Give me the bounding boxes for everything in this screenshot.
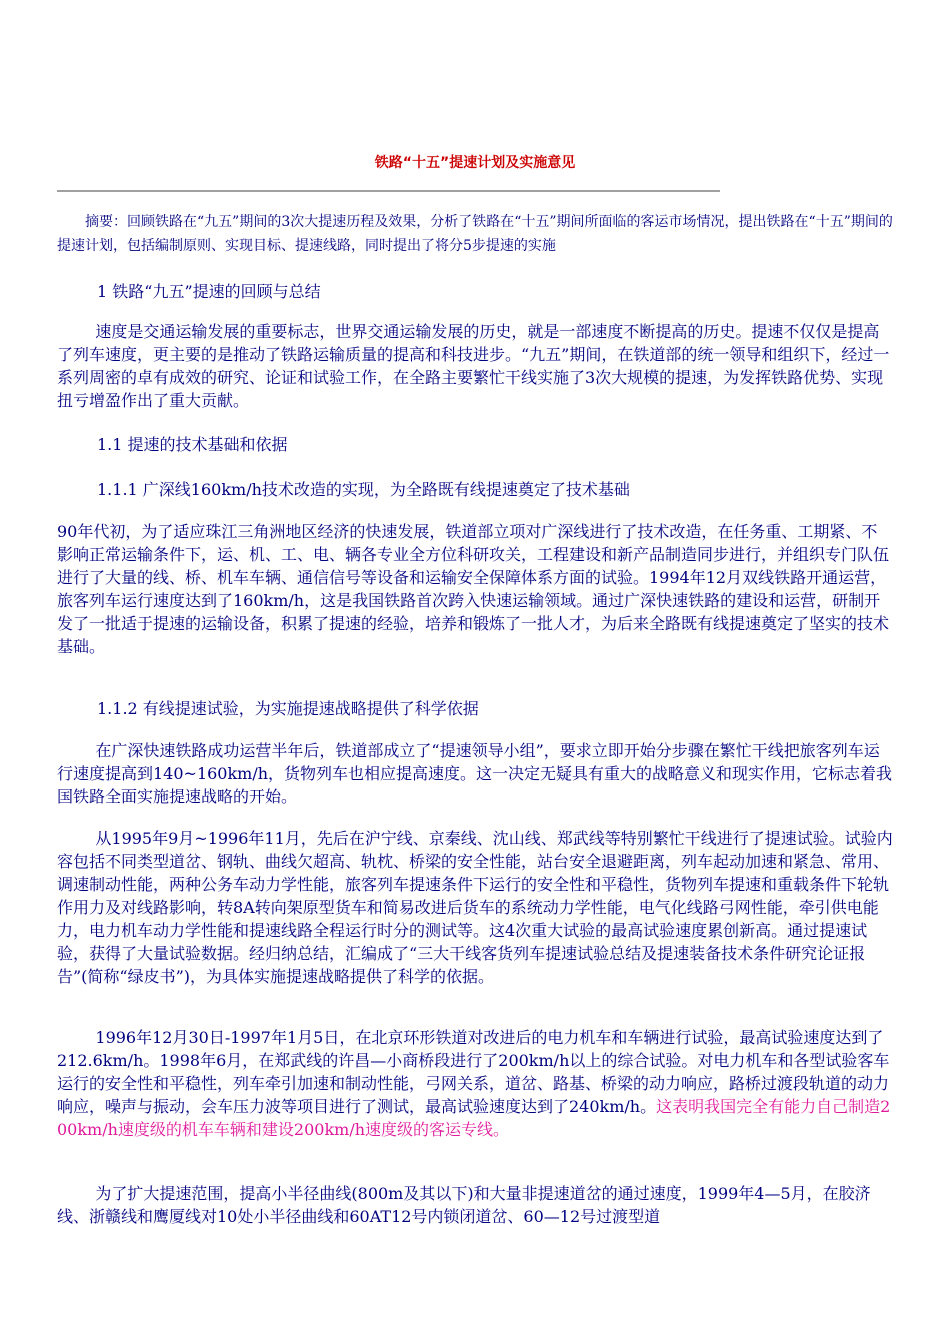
section-heading-1: 1 铁路“九五”提速的回顾与总结 <box>97 282 321 301</box>
section-heading-1-1-2: 1.1.2 有线提速试验，为实施提速战略提供了科学依据 <box>97 699 479 718</box>
paragraph-5-text: 1996年12月30日-1997年1月5日，在北京环形铁道对改进后的电力机车和车辆进行试验，最高试验速度达到了212.6km/h。1998年6月，在郑武线的许昌—小商桥段进行了200km/h以上的综合试验。对电力机车和各型试验客车运行的安全性和平稳性，列车牵引加速和制动性能，弓网关系，道岔、路基、桥梁的动力响应，路桥过渡段轨道的动力响应，噪声与振动，会车压力波等项目进行了测试，最高试验速度达到了240km/h。 <box>57 1028 890 1116</box>
abstract-paragraph: 摘要：回顾铁路在“九五”期间的3次大提速历程及效果，分析了铁路在“十五”期间所面临的客运市场情况，提出铁路在“十五”期间的提速计划，包括编制原则、实现目标、提速线路，同时提出了将分5步提速的实施 <box>57 214 893 254</box>
paragraph-6: 为了扩大提速范围，提高小半径曲线(800m及其以下)和大量非提速道岔的通过速度，1999年4—5月，在胶济线、浙赣线和鹰厦线对10处小半径曲线和60AT12号内锁闭道岔、60—12号过渡型道 <box>57 1184 871 1226</box>
paragraph-1: 速度是交通运输发展的重要标志，世界交通运输发展的历史，就是一部速度不断提高的历史。提速不仅仅是提高了列车速度，更主要的是推动了铁路运输质量的提高和科技进步。“九五”期间，在铁道部的统一领导和组织下，经过一系列周密的卓有成效的研究、论证和试验工作，在全路主要繁忙干线实施了3次大规模的提速，为发挥铁路优势、实现扭亏增盈作出了重大贡献。 <box>57 322 890 410</box>
paragraph-2: 90年代初，为了适应珠江三角洲地区经济的快速发展，铁道部立项对广深线进行了技术改造，在任务重、工期紧、不影响正常运输条件下，运、机、工、电、辆各专业全方位科研攻关，工程建设和新产品制造同步进行，并组织专门队伍进行了大量的线、桥、机车车辆、通信信号等设备和运输安全保障体系方面的试验。1994年12月双线铁路开通运营，旅客列车运行速度达到了160km/h，这是我国铁路首次跨入快速运输领域。通过广深快速铁路的建设和运营，研制开发了一批适于提速的运输设备，积累了提速的经验，培养和锻炼了一批人才，为后来全路既有线提速奠定了坚实的技术基础。 <box>57 522 890 656</box>
section-heading-1-1-1: 1.1.1 广深线160km/h技术改造的实现，为全路既有线提速奠定了技术基础 <box>97 480 630 499</box>
section-heading-1-1: 1.1 提速的技术基础和依据 <box>97 435 288 454</box>
paragraph-5-highlight: 这表明我国完全有能力自己制造200km/h速度级的机车车辆和建设200km/h速度级的客运专线。 <box>57 1097 891 1139</box>
paragraph-4: 从1995年9月~1996年11月，先后在沪宁线、京秦线、沈山线、郑武线等特别繁忙干线进行了提速试验。试验内容包括不同类型道岔、钢轨、曲线欠超高、轨枕、桥梁的安全性能，站台安全退避距离，列车起动加速和紧急、常用、调速制动性能，两种公务车动力学性能，旅客列车提速条件下运行的安全性和平稳性，货物列车提速和重载条件下轮轨作用力及对线路影响，转8A转向架原型货车和简易改进后货车的系统动力学性能，电气化线路弓网性能，牵引供电能力，电力机车动力学性能和提速线路全程运行时分的测试等。这4次重大试验的最高试验速度累创新高。通过提速试验，获得了大量试验数据。经归纳总结，汇编成了“三大干线客货列车提速试验总结及提速装备技术条件研究论证报告”(简称“绿皮书”)，为具体实施提速战略提供了科学的依据。 <box>57 829 893 986</box>
title-divider <box>57 190 720 192</box>
paragraph-5 <box>57 1026 893 1141</box>
paragraph-3: 在广深快速铁路成功运营半年后，铁道部成立了“提速领导小组”，要求立即开始分步骤在繁忙干线把旅客列车运行速度提高到140~160km/h，货物列车也相应提高速度。这一决定无疑具有重大的战略意义和现实作用，它标志着我国铁路全面实施提速战略的开始。 <box>57 741 893 806</box>
page-title: 铁路“十五”提速计划及实施意见 <box>374 155 576 171</box>
